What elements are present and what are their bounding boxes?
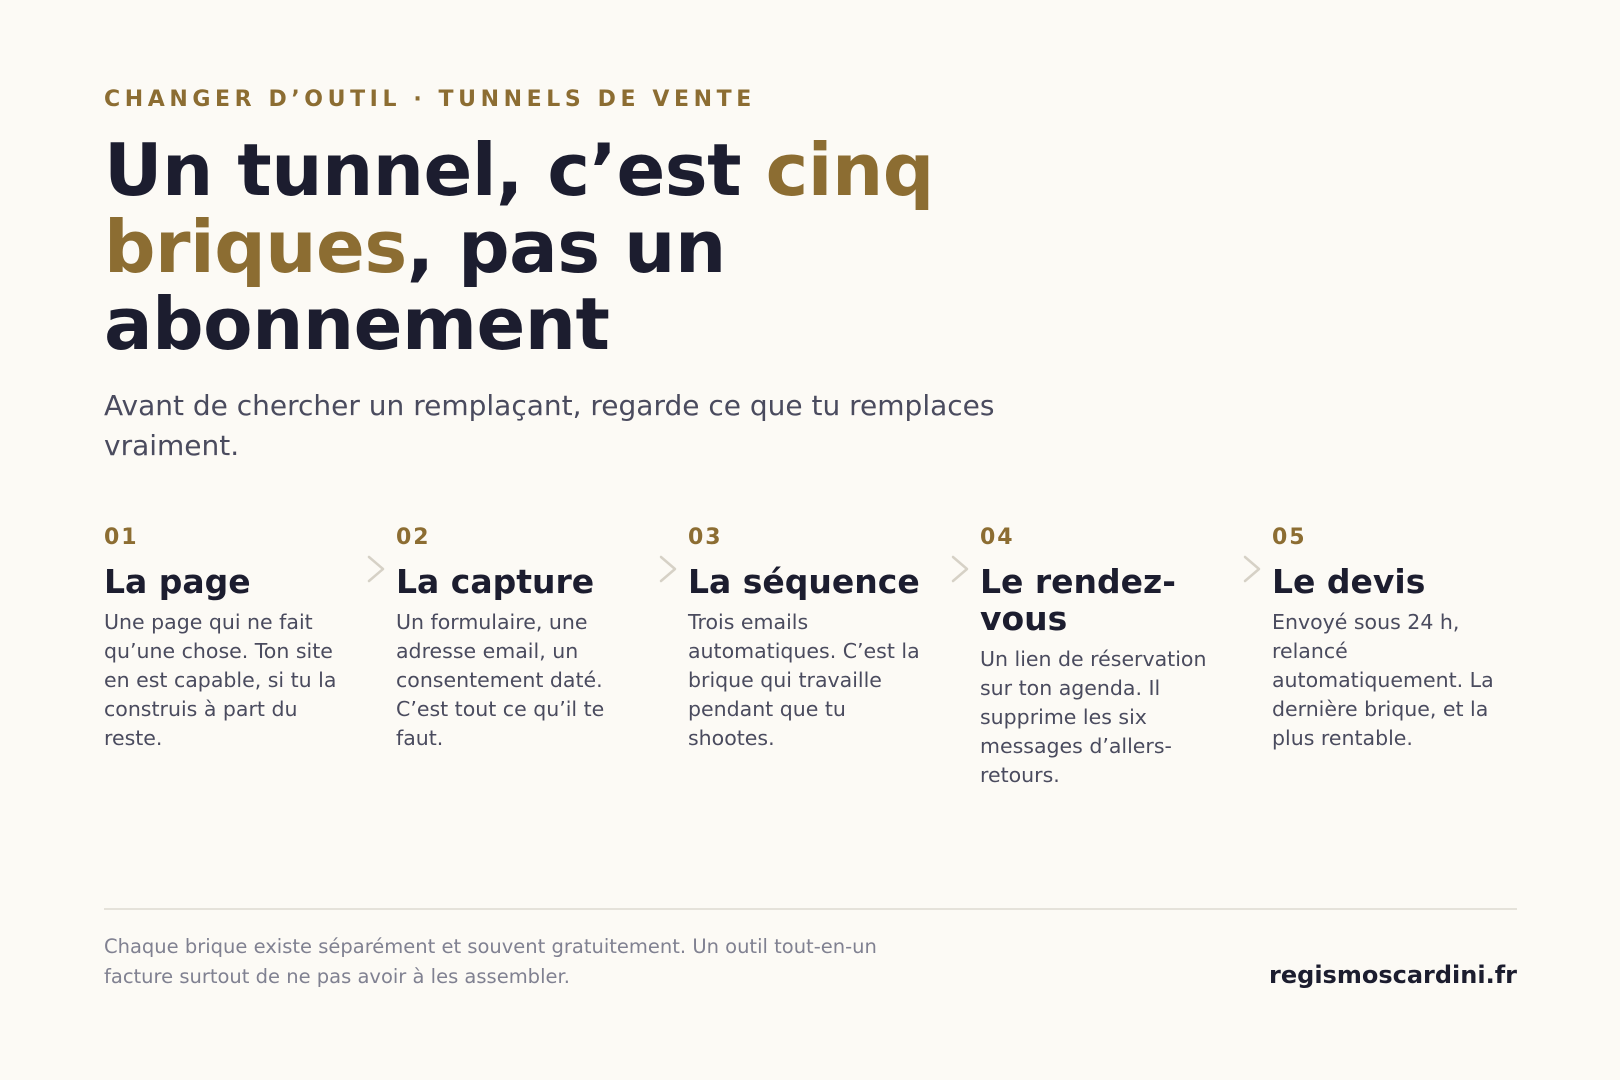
title-part-2: , pas un abonnement: [104, 205, 726, 366]
step-card: [104, 523, 349, 753]
title-part-1: Un tunnel, c’est: [104, 128, 766, 212]
chevron-right-icon: [1242, 549, 1262, 589]
step-card: [1272, 523, 1517, 753]
step-title: Le devis: [1272, 562, 1426, 601]
step-description: Trois emails automatiques. C’est la brique qui travaille pendant que tu shootes.: [688, 610, 920, 750]
step-title: Le rendez-vous: [980, 562, 1176, 638]
chevron-right-icon: [950, 549, 970, 589]
eyebrow-label: CHANGER D’OUTIL · TUNNELS DE VENTE: [104, 87, 756, 112]
step-description: Une page qui ne fait qu’une chose. Ton site en est capable, si tu la construis à part du reste.: [104, 610, 337, 750]
step-card: [396, 523, 641, 753]
step-number: 03: [688, 525, 723, 550]
page-subtitle: Avant de chercher un remplaçant, regarde ce que tu remplaces vraiment.: [104, 389, 995, 462]
step-title: La séquence: [688, 562, 920, 601]
chevron-right-icon: [658, 549, 678, 589]
step-number: 01: [104, 525, 139, 550]
step-title: La page: [104, 562, 251, 601]
step-title: La capture: [396, 562, 595, 601]
step-description: Un lien de réservation sur ton agenda. Il supprime les six messages d’allers-retours.: [980, 647, 1207, 787]
step-description: Un formulaire, une adresse email, un consentement daté. C’est tout ce qu’il te faut.: [396, 610, 605, 750]
title-accent: cinq briques: [104, 128, 934, 289]
step-number: 02: [396, 525, 431, 550]
footer-divider: [104, 908, 1517, 910]
step-number: 04: [980, 525, 1015, 550]
step-description: Envoyé sous 24 h, relancé automatiquement. La dernière brique, et la plus rentable.: [1272, 610, 1494, 750]
page: [104, 0, 1517, 1080]
site-link[interactable]: regismoscardini.fr: [1269, 961, 1517, 989]
step-card: [980, 523, 1225, 790]
chevron-right-icon: [366, 549, 386, 589]
step-card: [688, 523, 933, 753]
steps-row: [104, 523, 1517, 803]
page-title: [104, 128, 1004, 366]
step-number: 05: [1272, 525, 1307, 550]
footer-note: Chaque brique existe séparément et souvent gratuitement. Un outil tout-en-un facture surtout de ne pas avoir à les assembler.: [104, 935, 877, 988]
